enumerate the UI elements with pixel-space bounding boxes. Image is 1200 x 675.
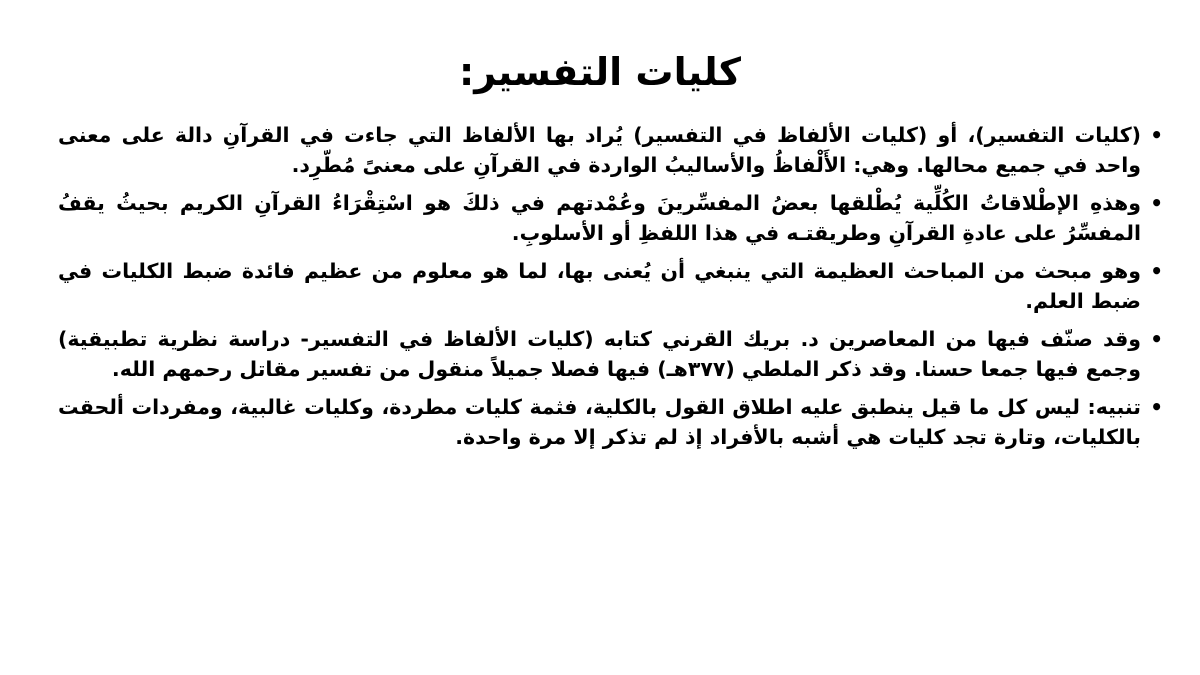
bullet-marker: • bbox=[1150, 259, 1163, 283]
bullet-text: تنبيه: ليس كل ما قيل ينطبق عليه اطلاق القول بالكلية، فثمة كليات مطردة، وكليات غالبية، ومفردات ألحقت بالكليات، وتارة تجد كليات هي أشبه بالأفراد إذ لم تذكر إلا مرة واحدة. bbox=[58, 395, 1141, 449]
bullet-item bbox=[58, 120, 1163, 180]
bullet-text: (كليات التفسير)، أو (كليات الألفاظ في التفسير) يُراد بها الألفاظ التي جاءت في القرآنِ دالة على معنى واحد في جميع محالها. وهي: الأَلْفاظُ والأساليبُ الواردة في القرآنِ على معنىً مُطّرِد. bbox=[58, 123, 1141, 177]
bullet-list bbox=[58, 120, 1163, 460]
bullet-item bbox=[58, 256, 1163, 316]
bullet-text: وهو مبحث من المباحث العظيمة التي ينبغي أن يُعنى بها، لما هو معلوم من عظيم فائدة ضبط الكليات في ضبط العلم. bbox=[58, 259, 1141, 313]
bullet-text: وقد صنّف فيها من المعاصرين د. بريك القرني كتابه (كليات الألفاظ في التفسير- دراسة نظرية تطبيقية) وجمع فيها جمعا حسنا. وقد ذكر الملطي (٣٧٧هـ) فيها فصلا جميلاً منقول من تفسير مقاتل رحمهم الله. bbox=[58, 327, 1141, 381]
bullet-marker: • bbox=[1150, 327, 1163, 351]
bullet-item bbox=[58, 324, 1163, 384]
bullet-item bbox=[58, 392, 1163, 452]
bullet-item bbox=[58, 188, 1163, 248]
bullet-marker: • bbox=[1150, 123, 1163, 147]
bullet-marker: • bbox=[1150, 395, 1163, 419]
bullet-text: وهذهِ الإطْلاقاتُ الكُلِّية يُطْلقها بعضُ المفسِّرينَ وعُمْدتهم في ذلكَ هو اسْتِقْرَاءُ القرآنِ الكريم بحيثُ يقفُ المفسِّرُ على عادةِ القرآنِ وطريقتـه في هذا اللفظِ أو الأسلوبِ. bbox=[58, 191, 1141, 245]
slide-title: كليات التفسير: bbox=[459, 50, 741, 94]
bullet-marker: • bbox=[1150, 191, 1163, 215]
